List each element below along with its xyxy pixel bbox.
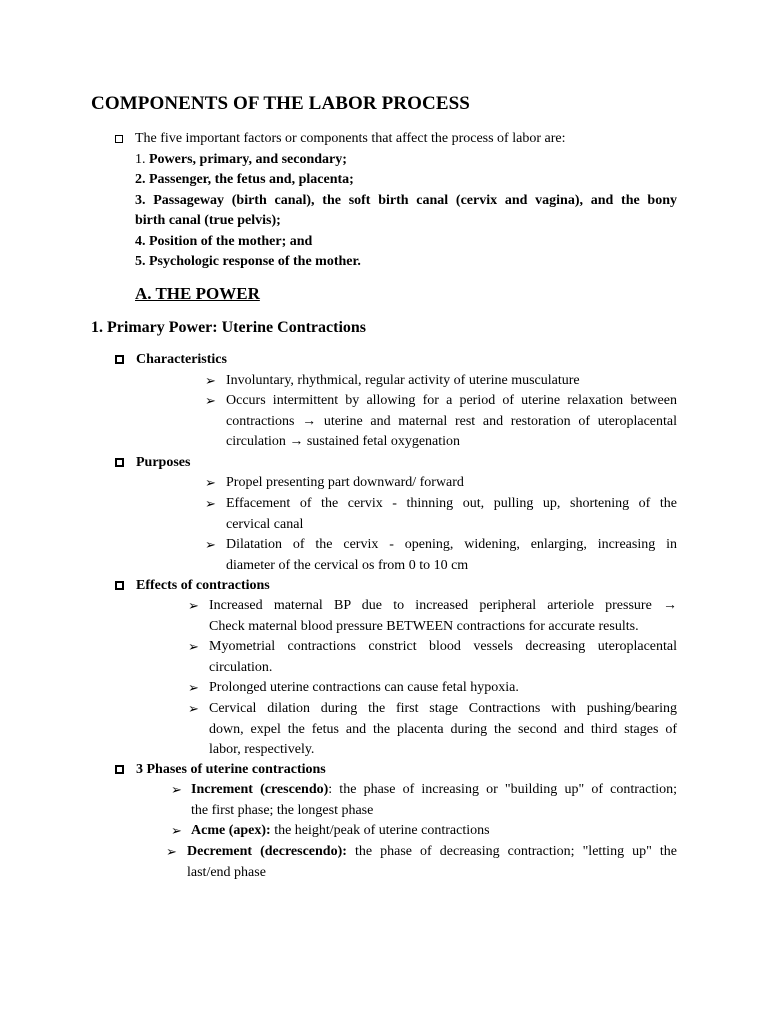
group-heading-characteristics: Characteristics: [136, 352, 227, 367]
intro-item: 2. Passenger, the fetus and, placenta;: [135, 172, 354, 187]
arrowhead-bullet-icon: ➢: [171, 782, 182, 797]
list-item: Involuntary, rhythmical, regular activity of uterine musculature: [226, 373, 580, 388]
page-title: COMPONENTS OF THE LABOR PROCESS: [91, 93, 470, 114]
list-item: Cervical dilation during the first stage Contractions with pushing/bearing down, expel the fetus and the placenta during the second and third stages of labor, respectively.: [209, 701, 677, 757]
list-item: Acme (apex): the height/peak of uterine contractions: [191, 823, 490, 838]
group-heading-effects: Effects of contractions: [136, 578, 270, 593]
list-item: Propel presenting part downward/ forward: [226, 475, 464, 490]
group-heading-purposes: Purposes: [136, 455, 191, 470]
checkbox-square-icon: [115, 458, 124, 467]
list-item: Occurs intermittent by allowing for a period of uterine relaxation between contractions → uterine and maternal rest and restoration of uteroplacental circulation → sustained fetal oxygenation: [226, 393, 677, 449]
intro-item: 5. Psychologic response of the mother.: [135, 254, 361, 269]
list-item: Myometrial contractions constrict blood vessels decreasing uteroplacental circulation.: [209, 639, 677, 675]
intro-item: 1. Powers, primary, and secondary;: [135, 151, 347, 167]
arrowhead-bullet-icon: ➢: [205, 393, 216, 408]
checkbox-square-icon: [115, 581, 124, 590]
intro-list: [135, 129, 677, 273]
intro-item: 4. Position of the mother; and: [135, 233, 313, 249]
subsection-title: 1. Primary Power: Uterine Contractions: [91, 319, 367, 336]
arrowhead-bullet-icon: ➢: [205, 475, 216, 490]
arrowhead-bullet-icon: ➢: [188, 598, 199, 613]
arrowhead-bullet-icon: ➢: [188, 701, 199, 716]
arrowhead-bullet-icon: ➢: [205, 373, 216, 388]
intro-item: 3. Passageway (birth canal), the soft birth canal (cervix and vagina), and the bony: [135, 192, 678, 208]
arrowhead-bullet-icon: ➢: [188, 680, 199, 695]
group-heading-phases: 3 Phases of uterine contractions: [136, 762, 326, 777]
checkbox-square-icon: [115, 355, 124, 364]
list-item: Prolonged uterine contractions can cause fetal hypoxia.: [209, 680, 519, 695]
intro-item-continuation: birth canal (true pelvis);: [135, 213, 281, 228]
checkbox-square-icon: [115, 765, 124, 774]
arrowhead-bullet-icon: ➢: [205, 537, 216, 552]
arrowhead-bullet-icon: ➢: [188, 639, 199, 654]
list-item: Increment (crescendo): the phase of increasing or "building up" of contraction; the first phase; the longest phase: [191, 782, 677, 818]
intro-lead: The five important factors or components that affect the process of labor are:: [135, 131, 566, 146]
list-item: Dilatation of the cervix - opening, widening, enlarging, increasing in diameter of the cervical os from 0 to 10 cm: [226, 537, 677, 573]
section-title: A. THE POWER: [135, 284, 260, 303]
list-item: Effacement of the cervix - thinning out, pulling up, shortening of the cervical canal: [226, 496, 677, 532]
arrowhead-bullet-icon: ➢: [171, 823, 182, 838]
checkbox-square-icon: [115, 135, 123, 143]
arrowhead-bullet-icon: ➢: [205, 496, 216, 511]
list-item: Increased maternal BP due to increased peripheral arteriole pressure → Check maternal blood pressure BETWEEN contractions for accurate results.: [209, 598, 677, 634]
arrowhead-bullet-icon: ➢: [166, 844, 177, 859]
list-item: Decrement (decrescendo): the phase of decreasing contraction; "letting up" the last/end phase: [187, 844, 677, 880]
